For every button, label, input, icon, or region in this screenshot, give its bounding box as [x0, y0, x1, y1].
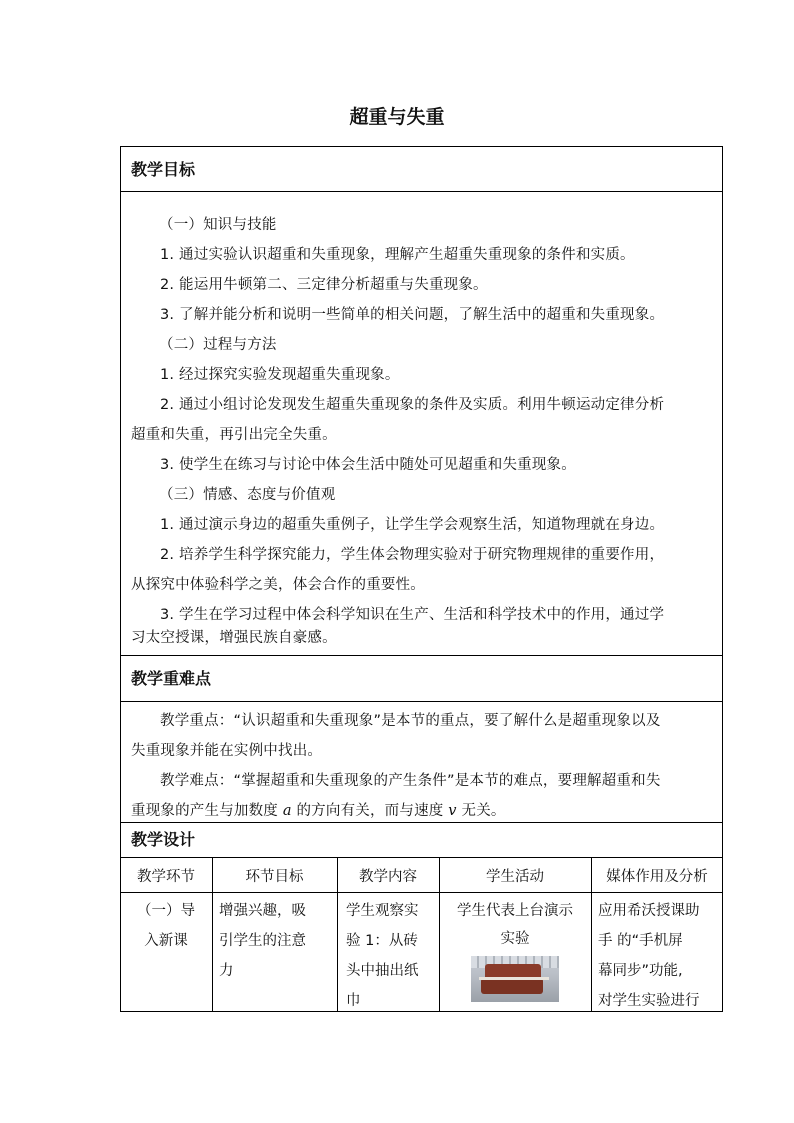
- paragraph: 3. 了解并能分析和说明一些简单的相关问题，了解生活中的超重和失重现象。: [160, 307, 665, 323]
- experiment-photo: [471, 956, 559, 1002]
- cell-stage-line: 入新课: [144, 933, 188, 949]
- column-header-goal: 环节目标: [245, 869, 304, 885]
- subheading: （二）过程与方法: [159, 337, 277, 353]
- cell-media-line: 幕同步”功能,: [598, 963, 683, 979]
- column-header-media: 媒体作用及分析: [606, 869, 708, 885]
- paragraph: 1. 经过探究实验发现超重失重现象。: [160, 367, 400, 383]
- paragraph: 从探究中体验科学之美，体会合作的重要性。: [131, 577, 425, 593]
- subheading: （三）情感、态度与价值观: [159, 487, 336, 503]
- cell-goal-line: 引学生的注意: [219, 933, 306, 949]
- column-header-stage: 教学环节: [137, 869, 195, 885]
- text-run: 无关。: [456, 803, 506, 819]
- rule: [121, 701, 722, 702]
- brick-lower: [481, 978, 543, 994]
- column-header-content: 教学内容: [359, 869, 417, 885]
- column-header-activity: 学生活动: [486, 869, 544, 885]
- cell-content-line: 头中抽出纸: [346, 963, 419, 979]
- paragraph: 3. 使学生在练习与讨论中体会生活中随处可见超重和失重现象。: [160, 457, 576, 473]
- paragraph: [131, 796, 717, 826]
- rule: [121, 191, 722, 192]
- paragraph: 失重现象并能在实例中找出。: [131, 743, 323, 759]
- cell-content-line: 验 1：从砖: [346, 933, 418, 949]
- cell-media-line: 对学生实验进行: [598, 993, 700, 1009]
- variable-a: a: [282, 803, 292, 819]
- page-title: 超重与失重: [349, 106, 445, 128]
- section-heading-keypoints: 教学重难点: [131, 669, 212, 688]
- paper-towel: [479, 977, 549, 980]
- paragraph: 教学重点：“认识超重和失重现象”是本节的重点，要了解什么是超重现象以及: [160, 713, 661, 729]
- cell-goal-line: 增强兴趣，吸: [219, 903, 306, 919]
- cell-activity-line: 学生代表上台演示: [457, 903, 573, 919]
- paragraph: 2. 培养学生科学探究能力，学生体会物理实验对于研究物理规律的重要作用，: [160, 547, 665, 563]
- paragraph: 2. 能运用牛顿第二、三定律分析超重与失重现象。: [160, 277, 488, 293]
- paragraph: 1. 通过实验认识超重和失重现象，理解产生超重失重现象的条件和实质。: [160, 247, 635, 263]
- subheading: （一）知识与技能: [159, 217, 277, 233]
- text-run: 的方向有关，而与速度: [291, 803, 449, 819]
- paragraph: 习太空授课，增强民族自豪感。: [131, 630, 337, 646]
- cell-activity-line: 实验: [500, 931, 530, 947]
- rule: [121, 655, 722, 656]
- cell-media-line: 手 的“手机屏: [598, 933, 683, 949]
- variable-v: v: [448, 803, 457, 819]
- paragraph: 3. 学生在学习过程中体会科学知识在生产、生活和科学技术中的作用，通过学: [160, 607, 665, 623]
- section-heading-design: 教学设计: [131, 830, 196, 849]
- cell-goal-line: 力: [219, 963, 234, 979]
- paragraph: 2. 通过小组讨论发现发生超重失重现象的条件及实质。利用牛顿运动定律分析: [160, 397, 665, 413]
- paragraph: 超重和失重，再引出完全失重。: [131, 427, 337, 443]
- text-run: 重现象的产生与加数度: [131, 803, 283, 819]
- paragraph: 1. 通过演示身边的超重失重例子，让学生学会观察生活，知道物理就在身边。: [160, 517, 665, 533]
- cell-stage-line: （一）导: [137, 903, 195, 919]
- cell-content-line: 巾: [346, 993, 361, 1009]
- cell-content-line: 学生观察实: [346, 903, 419, 919]
- section-heading-goals: 教学目标: [131, 160, 196, 179]
- cell-media-line: 应用希沃授课助: [598, 903, 700, 919]
- paragraph: 教学难点：“掌握超重和失重现象的产生条件”是本节的难点，要理解超重和失: [160, 773, 661, 789]
